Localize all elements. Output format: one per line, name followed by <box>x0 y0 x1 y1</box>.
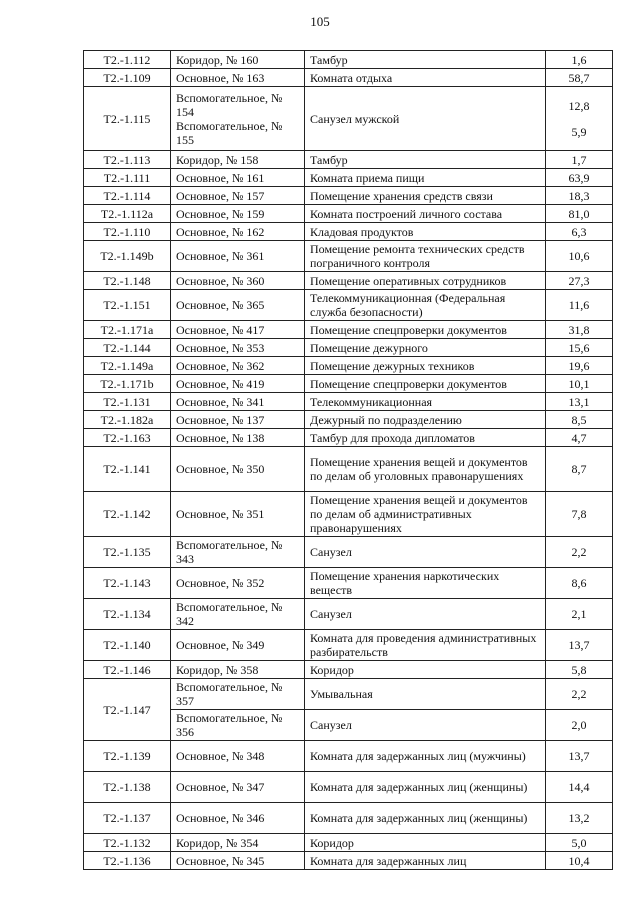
table-row <box>84 630 613 661</box>
room-purpose: Санузел <box>305 599 546 630</box>
room-area: 8,5 <box>546 411 613 429</box>
table-row <box>84 568 613 599</box>
room-code: Т2.-1.151 <box>84 290 171 321</box>
room-code: Т2.-1.148 <box>84 272 171 290</box>
room-type: Основное, № 138 <box>171 429 305 447</box>
room-type: Основное, № 362 <box>171 357 305 375</box>
room-code: Т2.-1.109 <box>84 69 171 87</box>
table-row <box>84 51 613 69</box>
spacer <box>551 113 607 125</box>
room-purpose: Санузел <box>305 537 546 568</box>
room-purpose: Помещение хранения средств связи <box>305 187 546 205</box>
table-row <box>84 741 613 772</box>
room-area: 5,8 <box>546 661 613 679</box>
room-type: Основное, № 360 <box>171 272 305 290</box>
table-row <box>84 69 613 87</box>
room-area: 19,6 <box>546 357 613 375</box>
table-row <box>84 537 613 568</box>
room-area: 2,0 <box>546 710 613 741</box>
table-row <box>84 169 613 187</box>
room-purpose: Тамбур <box>305 51 546 69</box>
room-code: Т2.-1.149а <box>84 357 171 375</box>
room-purpose: Кладовая продуктов <box>305 223 546 241</box>
room-type: Коридор, № 354 <box>171 834 305 852</box>
table-row <box>84 375 613 393</box>
room-area: 18,3 <box>546 187 613 205</box>
room-code: Т2.-1.113 <box>84 151 171 169</box>
room-code: Т2.-1.132 <box>84 834 171 852</box>
room-purpose: Помещение спецпроверки документов <box>305 321 546 339</box>
table-row <box>84 151 613 169</box>
room-code: Т2.-1.138 <box>84 772 171 803</box>
table-row <box>84 411 613 429</box>
room-code: Т2.-1.131 <box>84 393 171 411</box>
table-row <box>84 187 613 205</box>
room-type: Коридор, № 158 <box>171 151 305 169</box>
room-area: 2,2 <box>546 679 613 710</box>
room-area: 2,2 <box>546 537 613 568</box>
room-purpose: Помещение хранения вещей и документов по делам об административных правонарушениях <box>305 492 546 537</box>
room-type: Вспомогательное, № 343 <box>171 537 305 568</box>
room-area: 13,7 <box>546 741 613 772</box>
room-type: Основное, № 348 <box>171 741 305 772</box>
room-purpose: Помещение дежурных техников <box>305 357 546 375</box>
room-type: Основное, № 351 <box>171 492 305 537</box>
room-purpose: Помещение оперативных сотрудников <box>305 272 546 290</box>
room-type: Основное, № 162 <box>171 223 305 241</box>
page-number: 105 <box>310 14 330 29</box>
room-code: Т2.-1.140 <box>84 630 171 661</box>
room-purpose: Комната построений личного состава <box>305 205 546 223</box>
room-purpose: Помещение дежурного <box>305 339 546 357</box>
room-area: 10,1 <box>546 375 613 393</box>
room-type: Основное, № 347 <box>171 772 305 803</box>
table-row <box>84 223 613 241</box>
room-type: Вспомогательное, № 357 <box>171 679 305 710</box>
room-area: 81,0 <box>546 205 613 223</box>
room-type: Основное, № 352 <box>171 568 305 599</box>
room-area: 1,7 <box>546 151 613 169</box>
room-area: 12,8 <box>568 98 590 113</box>
room-type: Основное, № 159 <box>171 205 305 223</box>
table-row <box>84 661 613 679</box>
room-type: Основное, № 157 <box>171 187 305 205</box>
room-purpose: Дежурный по подразделению <box>305 411 546 429</box>
room-code: Т2.-1.112 <box>84 51 171 69</box>
room-code: Т2.-1.171b <box>84 375 171 393</box>
room-area: 5,0 <box>546 834 613 852</box>
table-row <box>84 357 613 375</box>
room-code: Т2.-1.110 <box>84 223 171 241</box>
room-area: 5,9 <box>571 124 587 139</box>
room-type: Основное, № 361 <box>171 241 305 272</box>
room-area: 1,6 <box>546 51 613 69</box>
room-code: Т2.-1.139 <box>84 741 171 772</box>
room-area: 10,6 <box>546 241 613 272</box>
room-code: Т2.-1.134 <box>84 599 171 630</box>
room-code: Т2.-1.136 <box>84 852 171 870</box>
room-area: 11,6 <box>546 290 613 321</box>
room-code: Т2.-1.135 <box>84 537 171 568</box>
room-code: Т2.-1.146 <box>84 661 171 679</box>
room-purpose: Коридор <box>305 661 546 679</box>
room-type: Коридор, № 358 <box>171 661 305 679</box>
room-area: 10,4 <box>546 852 613 870</box>
room-purpose: Тамбур <box>305 151 546 169</box>
room-purpose: Помещение хранения вещей и документов по делам об уголовных правонарушениях <box>305 447 546 492</box>
room-purpose: Комната для задержанных лиц (женщины) <box>305 772 546 803</box>
room-code: Т2.-1.143 <box>84 568 171 599</box>
room-area: 6,3 <box>546 223 613 241</box>
room-area: 8,6 <box>546 568 613 599</box>
room-type: Основное, № 349 <box>171 630 305 661</box>
room-purpose: Телекоммуникационная <box>305 393 546 411</box>
room-area: 15,6 <box>546 339 613 357</box>
room-purpose: Тамбур для прохода дипломатов <box>305 429 546 447</box>
room-purpose: Помещение спецпроверки документов <box>305 375 546 393</box>
room-area: 7,8 <box>546 492 613 537</box>
table-row <box>84 492 613 537</box>
table-row <box>84 679 613 710</box>
room-code: Т2.-1.111 <box>84 169 171 187</box>
room-area: 27,3 <box>546 272 613 290</box>
room-type: Основное, № 417 <box>171 321 305 339</box>
room-area: 58,7 <box>546 69 613 87</box>
room-code: Т2.-1.114 <box>84 187 171 205</box>
room-code: Т2.-1.142 <box>84 492 171 537</box>
table-row <box>84 321 613 339</box>
table-row <box>84 599 613 630</box>
room-type: Вспомогательное, № 154 <box>176 90 283 119</box>
room-purpose: Комната для проведения административных разбирательств <box>305 630 546 661</box>
room-area: 2,1 <box>546 599 613 630</box>
room-code: Т2.-1.144 <box>84 339 171 357</box>
room-type: Основное, № 345 <box>171 852 305 870</box>
room-area: 8,7 <box>546 447 613 492</box>
room-purpose: Комната для задержанных лиц <box>305 852 546 870</box>
room-area: 13,7 <box>546 630 613 661</box>
room-code: Т2.-1.182а <box>84 411 171 429</box>
room-code: Т2.-1.141 <box>84 447 171 492</box>
room-type: Основное, № 341 <box>171 393 305 411</box>
table-row <box>84 339 613 357</box>
table-row <box>84 205 613 223</box>
room-area: 4,7 <box>546 429 613 447</box>
table-row <box>84 290 613 321</box>
room-area: 63,9 <box>546 169 613 187</box>
table-row <box>84 447 613 492</box>
table-row <box>84 393 613 411</box>
room-area-cell <box>546 87 613 151</box>
rooms-table <box>83 50 613 870</box>
table-row <box>84 852 613 870</box>
room-purpose: Комната отдыха <box>305 69 546 87</box>
table-row <box>84 429 613 447</box>
room-purpose: Комната для задержанных лиц (женщины) <box>305 803 546 834</box>
room-code: Т2.-1.149b <box>84 241 171 272</box>
room-area: 31,8 <box>546 321 613 339</box>
room-code: Т2.-1.163 <box>84 429 171 447</box>
table-row <box>84 772 613 803</box>
table-row <box>84 803 613 834</box>
room-type: Основное, № 346 <box>171 803 305 834</box>
room-type: Коридор, № 160 <box>171 51 305 69</box>
room-purpose: Умывальная <box>305 679 546 710</box>
room-purpose: Комната приема пищи <box>305 169 546 187</box>
room-code: Т2.-1.137 <box>84 803 171 834</box>
room-purpose: Телекоммуникационная (Федеральная служба безопасности) <box>305 290 546 321</box>
room-purpose: Помещение хранения наркотических веществ <box>305 568 546 599</box>
room-type: Основное, № 161 <box>171 169 305 187</box>
room-purpose: Санузел <box>305 710 546 741</box>
room-type: Основное, № 419 <box>171 375 305 393</box>
room-type: Основное, № 350 <box>171 447 305 492</box>
room-code: Т2.-1.115 <box>84 87 171 151</box>
room-type: Вспомогательное, № 155 <box>176 118 283 147</box>
room-code: Т2.-1.147 <box>84 679 171 741</box>
room-type: Основное, № 365 <box>171 290 305 321</box>
room-type-cell <box>171 87 305 151</box>
room-purpose: Коридор <box>305 834 546 852</box>
room-purpose: Санузел мужской <box>305 87 546 151</box>
table-row <box>84 87 613 151</box>
room-code: Т2.-1.171а <box>84 321 171 339</box>
table-row <box>84 272 613 290</box>
room-type: Основное, № 163 <box>171 69 305 87</box>
room-purpose: Помещение ремонта технических средств пограничного контроля <box>305 241 546 272</box>
room-purpose: Комната для задержанных лиц (мужчины) <box>305 741 546 772</box>
room-area: 14,4 <box>546 772 613 803</box>
table-row <box>84 834 613 852</box>
table-row <box>84 241 613 272</box>
room-type: Основное, № 353 <box>171 339 305 357</box>
room-code: Т2.-1.112а <box>84 205 171 223</box>
room-type: Вспомогательное, № 356 <box>171 710 305 741</box>
room-area: 13,2 <box>546 803 613 834</box>
room-area: 13,1 <box>546 393 613 411</box>
room-type: Вспомогательное, № 342 <box>171 599 305 630</box>
room-type: Основное, № 137 <box>171 411 305 429</box>
